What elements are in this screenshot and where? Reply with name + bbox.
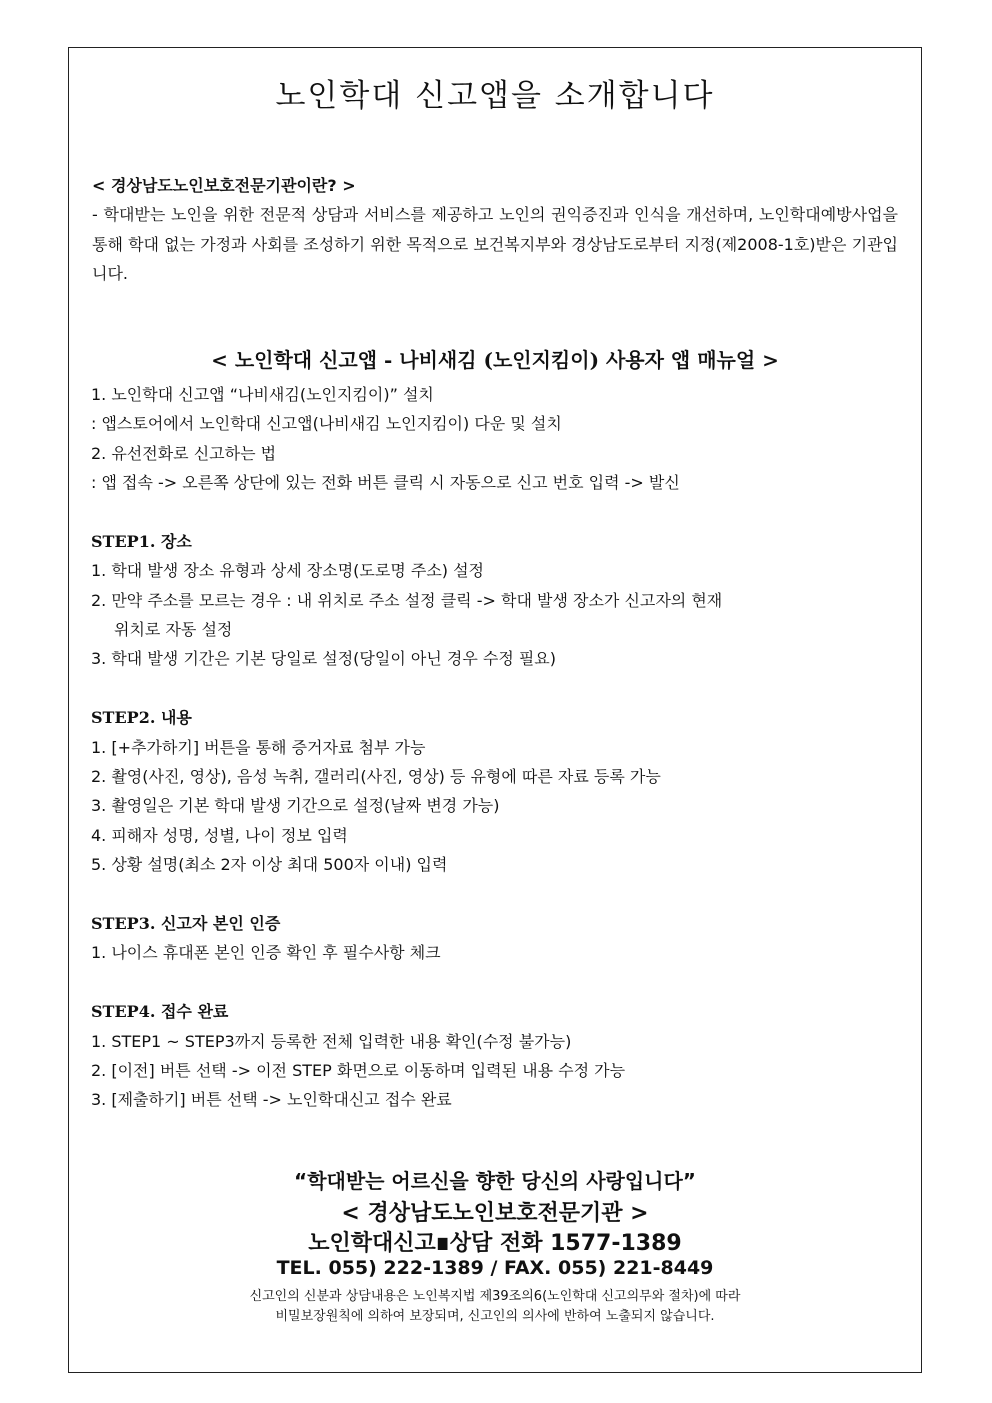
page-title: 노인학대 신고앱을 소개합니다 [275,78,715,114]
step4-heading: STEP4. 접수 완료 [91,1002,229,1021]
step3-heading: STEP3. 신고자 본인 인증 [91,914,281,933]
intro-heading: < 경상남도노인보호전문기관이란? > [92,176,356,195]
step4-item: 1. STEP1 ~ STEP3까지 등록한 전체 입력한 내용 확인(수정 불가능) [91,1032,572,1051]
footer-slogan: “학대받는 어르신을 향한 당신의 사랑입니다” [294,1169,696,1193]
privacy-note-line-1: 신고인의 신분과 상담내용은 노인복지법 제39조의6(노인학대 신고의무와 절차)에 따라 [249,1289,741,1304]
manual-line: 2. 유선전화로 신고하는 법 [91,444,277,463]
step1-item: 2. 만약 주소를 모르는 경우 : 내 위치로 주소 설정 클릭 -> 학대 발생 장소가 신고자의 현재 [91,591,723,610]
manual-line: 1. 노인학대 신고앱 “나비새김(노인지킴이)” 설치 [91,385,434,404]
manual-line: : 앱스토어에서 노인학대 신고앱(나비새김 노인지킴이) 다운 및 설치 [91,414,562,433]
intro-body: - 학대받는 노인을 위한 전문적 상담과 서비스를 제공하고 노인의 권익증진과 인식을 개선하며, 노인학대예방사업을 통해 학대 없는 가정과 사회를 조성하기 위한 목적으로 보건복지부와 경상남도로부터 지정(제2008-1호)받은 기관입니다. [92,205,898,283]
manual-line: : 앱 접속 -> 오른쪽 상단에 있는 전화 버튼 클릭 시 자동으로 신고 번호 입력 -> 발신 [91,473,680,492]
step4-item: 2. [이전] 버튼 선택 -> 이전 STEP 화면으로 이동하며 입력된 내용 수정 가능 [91,1061,626,1080]
manual-title: < 노인학대 신고앱 - 나비새김 (노인지킴이) 사용자 앱 매뉴얼 > [211,348,779,372]
step2-item: 2. 촬영(사진, 영상), 음성 녹취, 갤러리(사진, 영상) 등 유형에 따른 자료 등록 가능 [91,767,661,786]
step2-item: 1. [+추가하기] 버튼을 통해 증거자료 첨부 가능 [91,738,426,757]
step4-item: 3. [제출하기] 버튼 선택 -> 노인학대신고 접수 완료 [91,1090,452,1109]
step2-item: 4. 피해자 성명, 성별, 나이 정보 입력 [91,826,348,845]
step1-heading: STEP1. 장소 [91,532,192,551]
document-frame [68,47,922,1373]
footer-hotline: 노인학대신고∎상담 전화 1577-1389 [308,1231,682,1256]
step2-item: 5. 상황 설명(최소 2자 이상 최대 500자 이내) 입력 [91,855,448,874]
footer-organization: < 경상남도노인보호전문기관 > [341,1201,649,1226]
step1-item: 1. 학대 발생 장소 유형과 상세 장소명(도로명 주소) 설정 [91,561,485,580]
footer-contact: TEL. 055) 222-1389 / FAX. 055) 221-8449 [276,1257,714,1279]
step2-item: 3. 촬영일은 기본 학대 발생 기간으로 설정(날짜 변경 가능) [91,796,500,815]
privacy-note-line-2: 비밀보장원칙에 의하여 보장되며, 신고인의 의사에 반하여 노출되지 않습니다. [275,1309,715,1324]
step3-item: 1. 나이스 휴대폰 본인 인증 확인 후 필수사항 체크 [91,943,441,962]
step2-heading: STEP2. 내용 [91,708,192,727]
step1-item: 3. 학대 발생 기간은 기본 당일로 설정(당일이 아닌 경우 수정 필요) [91,649,557,668]
step1-item-continued: 위치로 자동 설정 [114,620,233,639]
